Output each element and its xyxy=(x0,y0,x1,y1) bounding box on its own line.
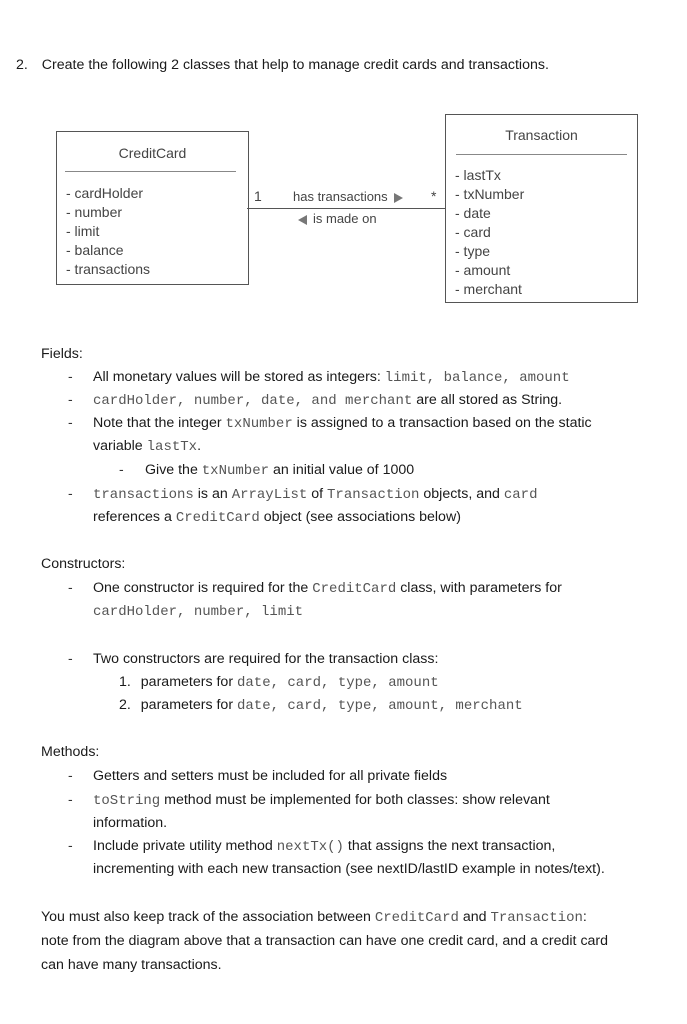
arrow-right-icon xyxy=(394,193,403,203)
creditcard-class-name: CreditCard xyxy=(118,145,187,161)
transaction-class-box xyxy=(445,114,638,303)
question-number: 2. xyxy=(16,57,28,73)
bullet-dash: - xyxy=(68,767,73,783)
methods-heading: Methods: xyxy=(41,744,100,760)
attribute: - amount xyxy=(455,262,511,278)
bullet-dash: - xyxy=(68,837,73,853)
methods-bullet-2: toString method must be implemented for both classes: show relevant xyxy=(93,792,550,809)
attribute: - number xyxy=(66,204,123,220)
transaction-class-name: Transaction xyxy=(505,127,578,143)
methods-bullet-3-cont: incrementing with each new transaction (see nextID/lastID example in notes/text). xyxy=(93,861,605,877)
methods-bullet-2-cont: information. xyxy=(93,815,168,831)
fields-bullet-2: cardHolder, number, date, and merchant are all stored as String. xyxy=(93,392,563,409)
bullet-dash: - xyxy=(68,368,73,384)
attribute: - lastTx xyxy=(455,167,501,183)
fields-bullet-4: transactions is an ArrayList of Transaction objects, and card xyxy=(93,486,538,503)
association-label-forward xyxy=(293,189,403,204)
creditcard-attributes xyxy=(66,184,150,279)
constructor-option-1: 1. parameters for date, card, type, amount xyxy=(119,674,439,691)
bullet-dash: - xyxy=(68,485,73,501)
question-prompt: Create the following 2 classes that help to manage credit cards and transactions. xyxy=(41,57,549,73)
closing-line-1: You must also keep track of the association between CreditCard and Transaction: xyxy=(41,909,587,926)
attribute: - type xyxy=(455,243,491,259)
attribute: - balance xyxy=(66,242,124,258)
constructor-option-2: 2. parameters for date, card, type, amount, merchant xyxy=(119,697,523,714)
bullet-dash: - xyxy=(119,461,124,477)
constructors-bullet-1-cont: cardHolder, number, limit xyxy=(93,604,304,620)
attribute: - card xyxy=(455,224,491,240)
constructors-bullet-1: One constructor is required for the CreditCard class, with parameters for xyxy=(93,580,562,597)
attribute: - cardHolder xyxy=(66,185,144,201)
fields-bullet-4-cont: references a CreditCard object (see associations below) xyxy=(93,509,461,526)
bullet-dash: - xyxy=(68,791,73,807)
arrow-left-icon xyxy=(298,215,307,225)
fields-bullet-1: All monetary values will be stored as integers: limit, balance, amount xyxy=(93,369,570,386)
association-label-backward xyxy=(298,211,377,226)
fields-sub-bullet: Give the txNumber an initial value of 1000 xyxy=(145,462,415,479)
constructors-heading: Constructors: xyxy=(41,556,126,572)
attribute: - transactions xyxy=(66,261,151,277)
methods-bullet-1: Getters and setters must be included for all private fields xyxy=(93,768,448,784)
has-transactions-label: has transactions xyxy=(293,189,388,204)
multiplicity-many: * xyxy=(431,188,437,204)
attribute: - merchant xyxy=(455,281,522,297)
attribute: - limit xyxy=(66,223,100,239)
bullet-dash: - xyxy=(68,414,73,430)
constructors-bullet-2: Two constructors are required for the transaction class: xyxy=(93,651,439,667)
fields-heading: Fields: xyxy=(41,346,83,362)
attribute: - txNumber xyxy=(455,186,525,202)
association-line xyxy=(247,208,445,209)
fields-bullet-3-cont: variable lastTx. xyxy=(93,438,202,455)
bullet-dash: - xyxy=(68,579,73,595)
multiplicity-one: 1 xyxy=(254,188,262,204)
transaction-attributes xyxy=(455,166,524,299)
closing-line-2: note from the diagram above that a transaction can have one credit card, and a credit card xyxy=(41,933,609,949)
creditcard-class-box xyxy=(56,131,249,285)
closing-line-3: can have many transactions. xyxy=(41,957,222,973)
is-made-on-label: is made on xyxy=(313,211,377,226)
fields-bullet-3: Note that the integer txNumber is assigned to a transaction based on the static xyxy=(93,415,592,432)
question-heading xyxy=(16,55,549,75)
methods-bullet-3: Include private utility method nextTx() that assigns the next transaction, xyxy=(93,838,556,855)
transaction-divider xyxy=(456,154,627,155)
bullet-dash: - xyxy=(68,391,73,407)
attribute: - date xyxy=(455,205,491,221)
creditcard-divider xyxy=(65,171,236,172)
bullet-dash: - xyxy=(68,650,73,666)
